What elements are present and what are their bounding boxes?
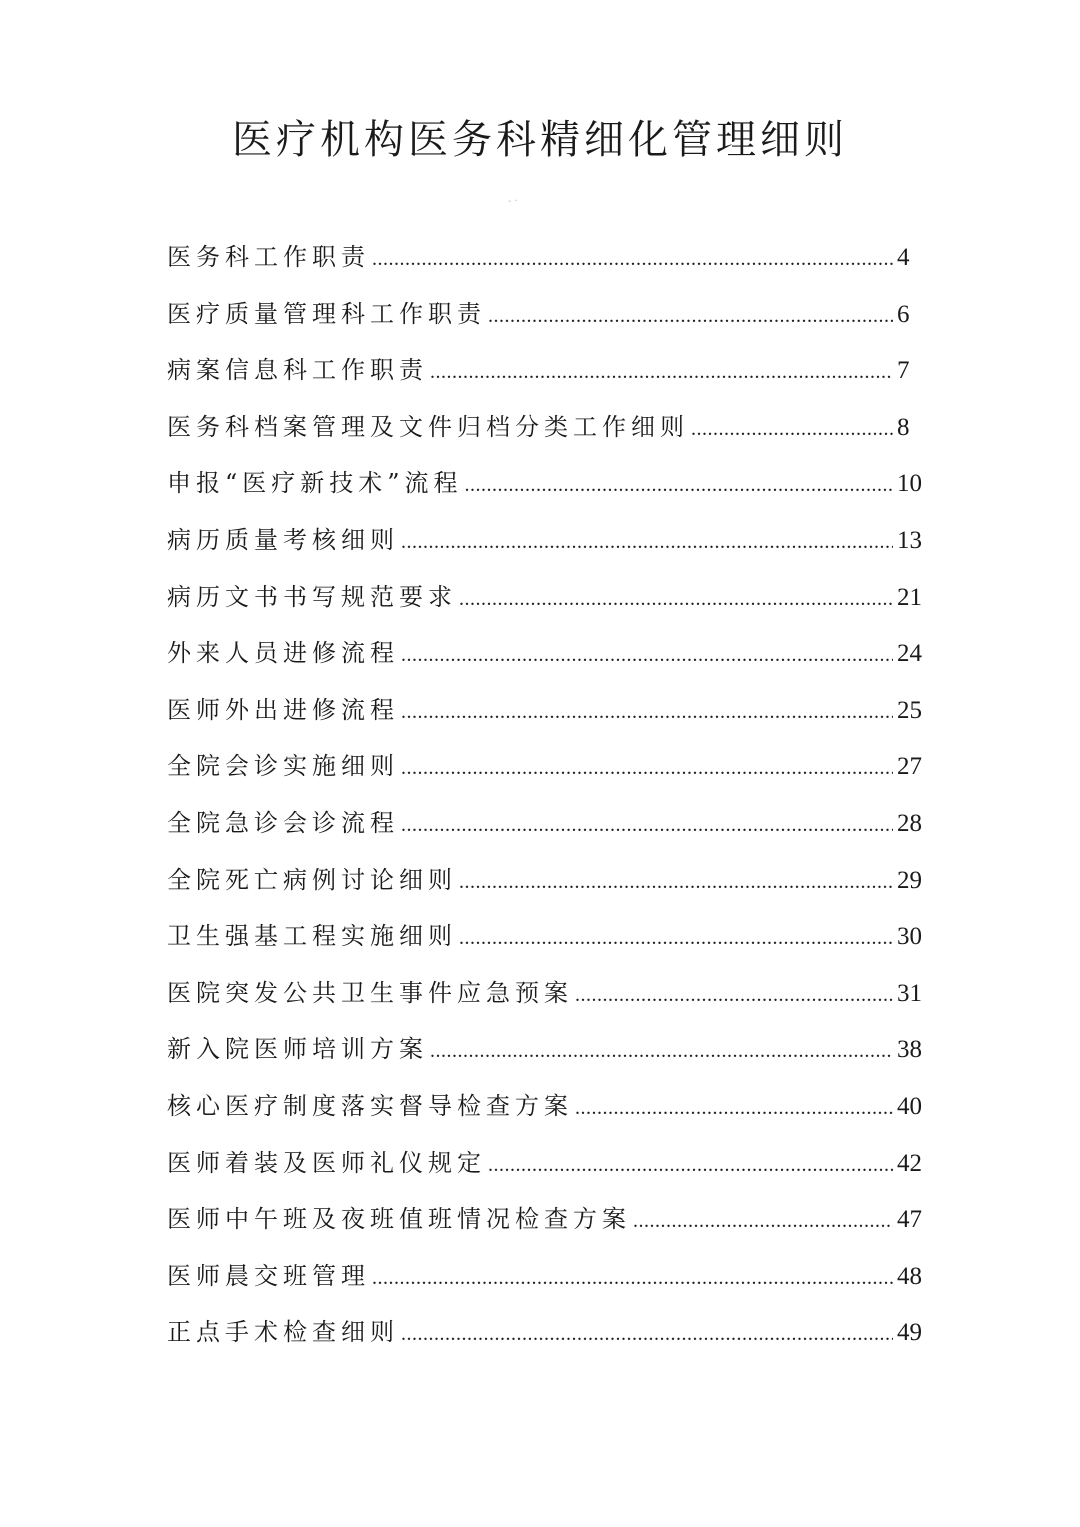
toc-entry[interactable] <box>167 1196 922 1253</box>
toc-entry-title: 医务科档案管理及文件归档分类工作细则 <box>167 412 689 441</box>
toc-entry-title: 医疗质量管理科工作职责 <box>167 299 486 328</box>
toc-entry[interactable] <box>167 574 922 631</box>
toc-page-number: 47 <box>897 1206 922 1234</box>
toc-entry-title: 病历质量考核细则 <box>167 525 399 554</box>
toc-entry[interactable] <box>167 1083 922 1140</box>
toc-dot-leader <box>401 802 893 848</box>
toc-dot-leader <box>633 1198 893 1244</box>
toc-dot-leader <box>459 859 893 905</box>
toc-page-number: 25 <box>897 696 922 724</box>
toc-entry-title: 病历文书书写规范要求 <box>167 582 457 611</box>
toc-entry-title: 卫生强基工程实施细则 <box>167 922 457 951</box>
toc-entry[interactable] <box>167 687 922 744</box>
toc-page-number: 42 <box>897 1149 922 1177</box>
toc-dot-leader <box>575 972 893 1018</box>
toc-dot-leader <box>430 349 893 395</box>
toc-dot-leader <box>430 1028 893 1074</box>
toc-dot-leader <box>401 689 893 735</box>
toc-entry[interactable] <box>167 347 909 404</box>
toc-entry-title: 全院急诊会诊流程 <box>167 808 399 837</box>
toc-page-number: 30 <box>897 923 922 951</box>
toc-page-number: 24 <box>897 640 922 668</box>
toc-entry-title: 医师外出进修流程 <box>167 695 399 724</box>
toc-page-number: 38 <box>897 1036 922 1064</box>
toc-page-number: 8 <box>897 413 910 441</box>
toc-entry-title: 医院突发公共卫生事件应急预案 <box>167 978 573 1007</box>
toc-dot-leader <box>488 293 893 339</box>
toc-entry[interactable] <box>167 800 922 857</box>
toc-dot-leader <box>459 915 893 961</box>
table-of-contents <box>167 234 922 1366</box>
toc-page-number: 31 <box>897 979 922 1007</box>
toc-entry[interactable] <box>167 1309 922 1366</box>
toc-entry[interactable] <box>167 857 922 914</box>
toc-entry[interactable] <box>167 1026 922 1083</box>
toc-dot-leader <box>459 576 893 622</box>
toc-entry[interactable] <box>167 291 909 348</box>
toc-page-number: 6 <box>897 300 910 328</box>
toc-page-number: 40 <box>897 1092 922 1120</box>
toc-dot-leader <box>465 462 893 508</box>
toc-dot-leader <box>401 519 893 565</box>
toc-entry[interactable] <box>167 234 909 291</box>
toc-dot-leader <box>575 1085 893 1131</box>
toc-entry[interactable] <box>167 743 922 800</box>
toc-page-number: 21 <box>897 583 922 611</box>
toc-dot-leader <box>691 406 893 452</box>
toc-page-number: 7 <box>897 357 910 385</box>
toc-entry[interactable] <box>167 517 922 574</box>
toc-dot-leader <box>401 745 893 791</box>
toc-page-number: 28 <box>897 809 922 837</box>
toc-entry[interactable] <box>167 1253 922 1310</box>
toc-entry-title: 医师中午班及夜班值班情况检查方案 <box>167 1205 631 1234</box>
toc-entry-title: 全院会诊实施细则 <box>167 752 399 781</box>
toc-page-number: 13 <box>897 526 922 554</box>
toc-dot-leader <box>372 236 893 282</box>
toc-entry-title: 全院死亡病例讨论细则 <box>167 865 457 894</box>
toc-page-number: 27 <box>897 753 922 781</box>
toc-entry[interactable] <box>167 970 922 1027</box>
toc-dot-leader <box>401 632 893 678</box>
toc-entry[interactable] <box>167 913 922 970</box>
toc-dot-leader <box>372 1255 893 1301</box>
toc-entry[interactable] <box>167 404 909 461</box>
toc-entry-title: 外来人员进修流程 <box>167 639 399 668</box>
toc-entry-title: 医师晨交班管理 <box>167 1261 370 1290</box>
toc-page-number: 48 <box>897 1262 922 1290</box>
toc-entry-title: 病案信息科工作职责 <box>167 356 428 385</box>
toc-page-number: 29 <box>897 866 922 894</box>
toc-entry-title: 新入院医师培训方案 <box>167 1035 428 1064</box>
toc-page-number: 4 <box>897 244 910 271</box>
toc-dot-leader <box>401 1311 893 1357</box>
toc-entry-title: 医师着装及医师礼仪规定 <box>167 1148 486 1177</box>
toc-page-number: 10 <box>897 470 922 498</box>
toc-entry-title: 申报“医疗新技术”流程 <box>167 469 463 498</box>
toc-entry[interactable] <box>167 460 922 517</box>
faint-mark: - · <box>508 196 518 207</box>
toc-dot-leader <box>488 1142 893 1188</box>
toc-page-number: 49 <box>897 1319 922 1347</box>
toc-entry-title: 正点手术检查细则 <box>167 1318 399 1347</box>
document-title: 医疗机构医务科精细化管理细则 <box>232 117 848 163</box>
toc-entry[interactable] <box>167 630 922 687</box>
toc-entry-title: 医务科工作职责 <box>167 243 370 271</box>
toc-entry[interactable] <box>167 1140 922 1197</box>
toc-entry-title: 核心医疗制度落实督导检查方案 <box>167 1091 573 1120</box>
